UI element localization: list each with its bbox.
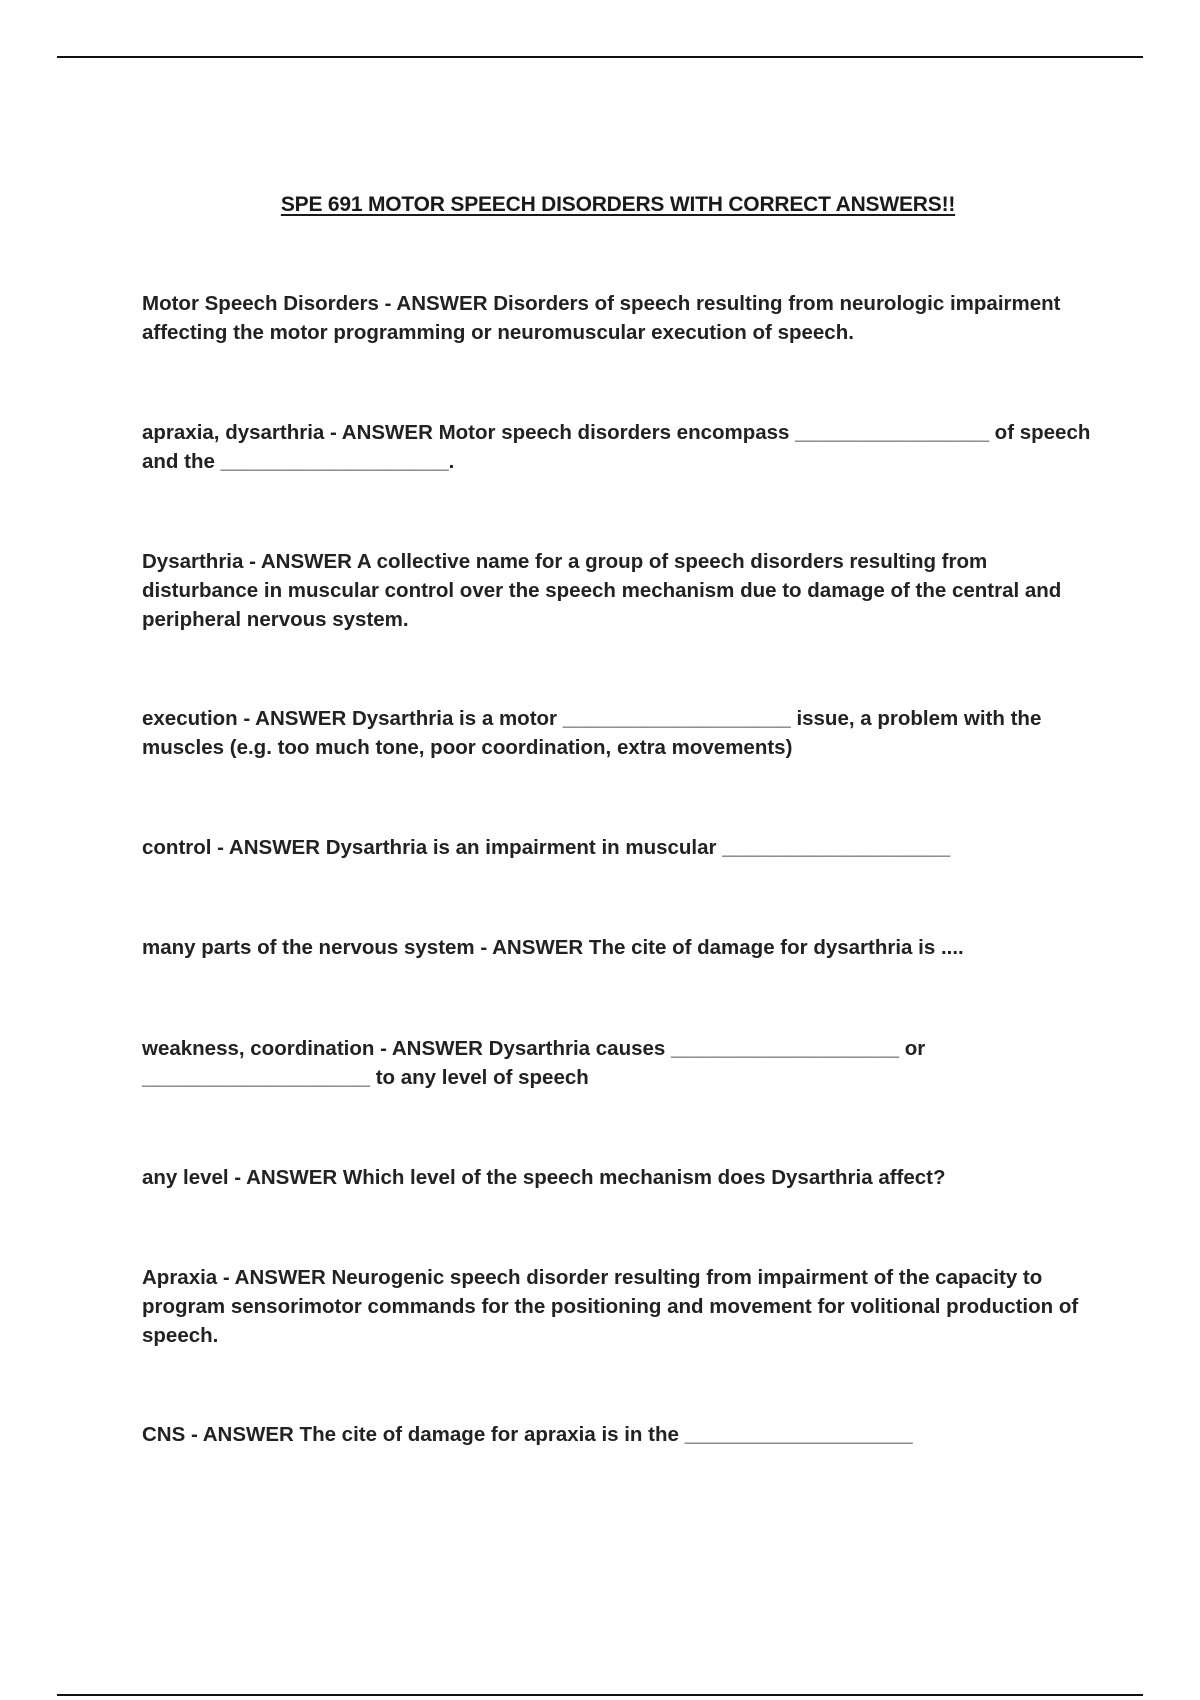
qa-entry: Dysarthria - ANSWER A collective name for a group of speech disorders resulting from disturbance in muscular control over the speech mechanism due to damage of the central and peripheral nervous system. bbox=[142, 550, 1062, 631]
qa-entry: apraxia, dysarthria - ANSWER Motor speech disorders encompass _________________ of speech and the ____________________. bbox=[142, 421, 1091, 473]
top-divider bbox=[57, 56, 1143, 58]
qa-entry: many parts of the nervous system - ANSWER The cite of damage for dysarthria is .... bbox=[142, 936, 964, 959]
document-title: SPE 691 MOTOR SPEECH DISORDERS WITH CORRECT ANSWERS!! bbox=[280, 193, 956, 216]
qa-entry: execution - ANSWER Dysarthria is a motor ____________________ issue, a problem with the muscles (e.g. too much tone, poor coordination, extra movements) bbox=[142, 707, 1042, 759]
bottom-divider bbox=[57, 1694, 1143, 1696]
qa-entry: Motor Speech Disorders - ANSWER Disorders of speech resulting from neurologic impairment affecting the motor programming or neuromuscular execution of speech. bbox=[142, 292, 1061, 344]
qa-entry: CNS - ANSWER The cite of damage for apraxia is in the ____________________ bbox=[142, 1423, 913, 1446]
qa-entry: any level - ANSWER Which level of the speech mechanism does Dysarthria affect? bbox=[142, 1166, 946, 1189]
qa-entry: weakness, coordination - ANSWER Dysarthria causes ____________________ or ____________________ to any level of speech bbox=[142, 1037, 926, 1089]
qa-entry: Apraxia - ANSWER Neurogenic speech disorder resulting from impairment of the capacity to program sensorimotor commands for the positioning and movement for volitional production of speech. bbox=[142, 1266, 1079, 1347]
qa-entry: control - ANSWER Dysarthria is an impairment in muscular ____________________ bbox=[142, 836, 951, 859]
